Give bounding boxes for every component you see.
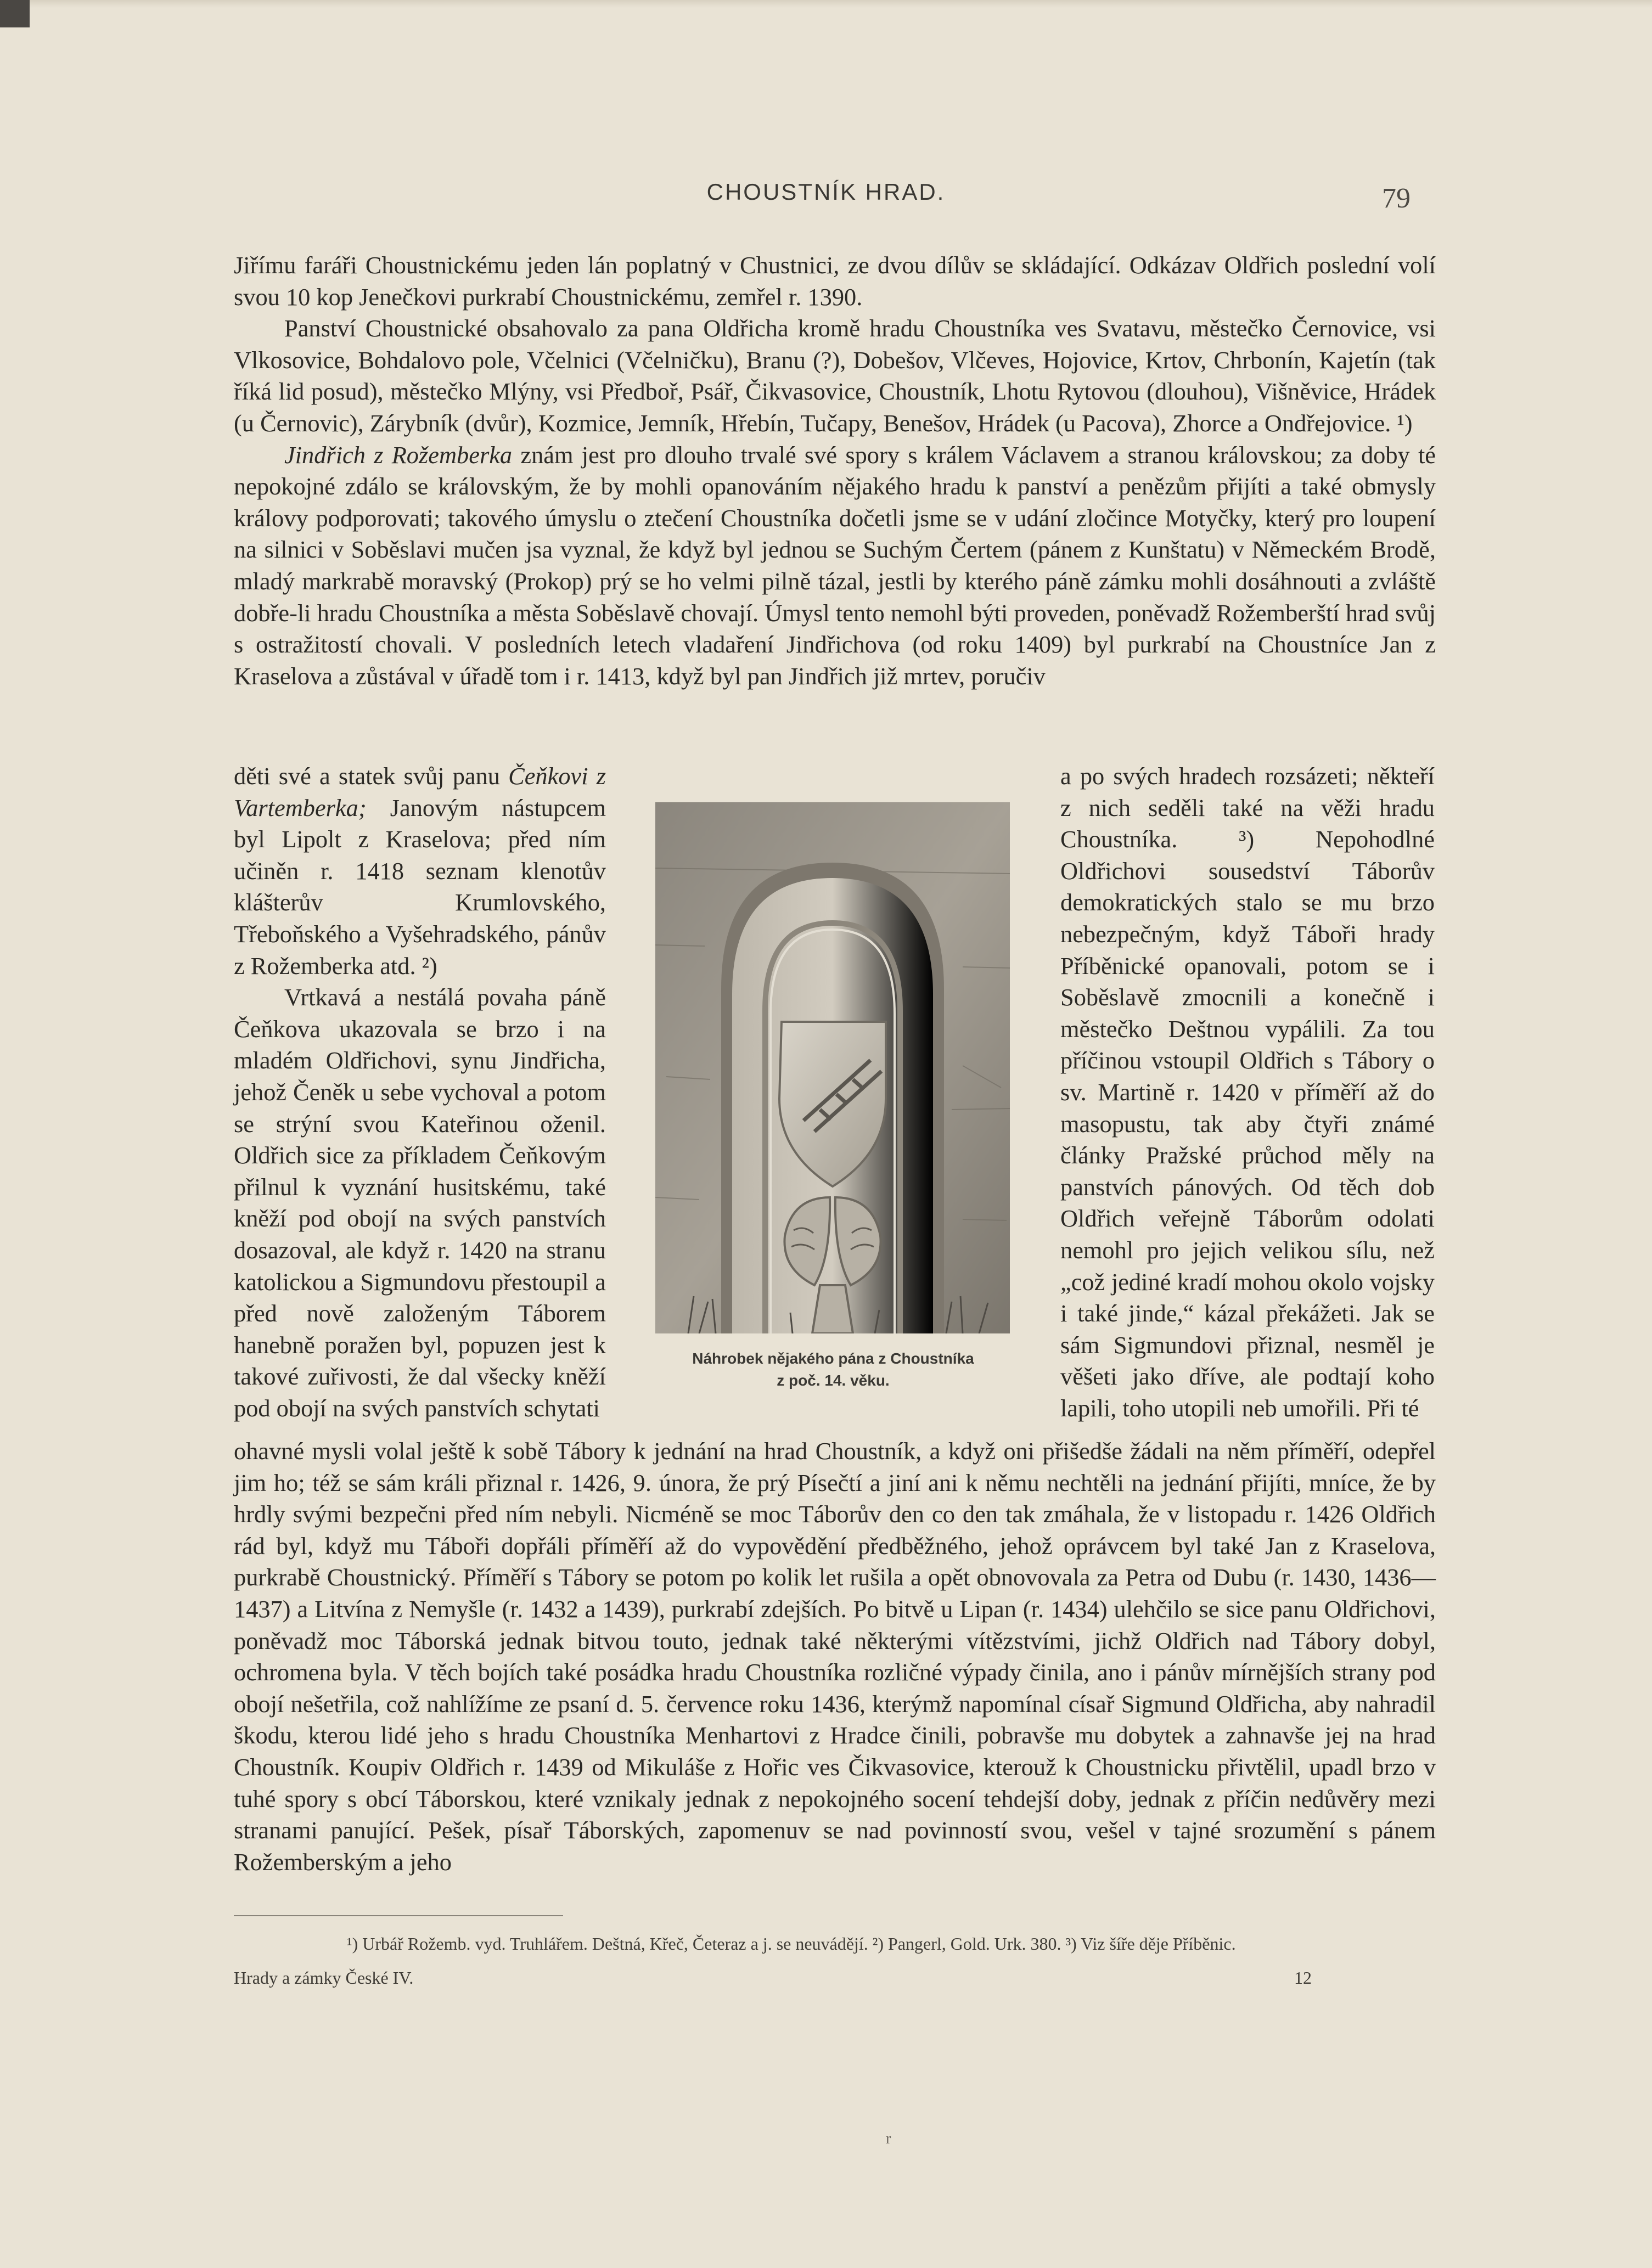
figure-caption xyxy=(631,1348,1035,1392)
footnotes: ¹) Urbář Rožemb. vyd. Truhlářem. Deštná, Křeč, Četeraz a j. se neuvádějí. ²) Pangerl, Gold. Urk. 380. ³) Viz šíře děje Příběnic. xyxy=(347,1934,1236,1954)
scan-corner-mark xyxy=(0,0,30,27)
paragraph-text: znám jest pro dlouho trvalé své spory s králem Václavem a stranou královskou; za doby té nepokojné zdálo se královským, že by mohli opanováním nějakého hradu k panství a penězům přijíti a také obmysly královy podporovati; takového úmyslu o ztečení Choustníka dočetli jsme se v udání zločince Motyčky, který pro loupení na silnici v Soběslavi mučen jsa vyznal, že když byl jednou se Suchým Čertem (pánem z Kunštatu) v Německém Brodě, mladý markrabě moravský (Prokop) prý se ho velmi pilně tázal, jestli by kterého páně zámku mohli dosáhnouti a zvláště dobře-li hradu Choustníka a města Soběslavě chovají. Úmysl tento nemohl býti proveden, poněvadž Rožemberští hrad svůj s ostražitostí chovali. V posledních letech vladaření Jindřichova (od roku 1409) byl purkrabí na Choustníce Jan z Kraselova a zůstával v úřadě tom i r. 1413, když byl pan Jindřich již mrtev, poručiv xyxy=(234,441,1436,690)
paragraph xyxy=(234,761,606,982)
person-name: Jindřich z Rožemberka xyxy=(284,441,513,469)
paragraph: Jiřímu faráři Choustnickému jeden lán poplatný v Chustnici, ze dvou dílův se skládající. Odkázav Oldřich poslední volí svou 10 kop Jenečkovi purkrabí Choustnickému, zemřel r. 1390. xyxy=(234,251,1436,311)
bottom-text-block xyxy=(234,1436,1436,1878)
footnote-rule xyxy=(234,1915,563,1916)
left-column xyxy=(234,761,606,1424)
text-run: děti své a statek svůj panu xyxy=(234,762,509,790)
page-edge xyxy=(0,0,1652,8)
paragraph: ohavné mysli volal ještě k sobě Tábory k jednání na hrad Choustník, a když oni přišedše žádali na něm příměří, odepřel jim ho; též se sám králi přiznal r. 1426, 9. února, že prý Písečtí a jiní ani k němu nechtěli na jednání přijíti, mníce, že by hrdly svými bezpečni před ním nebyli. Nicméně se moc Táborův den co den tak zmáhala, že v listopadu r. 1426 Oldřich rád byl, když mu Táboři dopřáli příměří až do vypovědění předběžného, jehož oprávcem byl také Jan z Kraselova, purkrabě Choustnický. Příměří s Tábory se potom po kolik let rušila a opět obnovovala za Petra od Dubu (r. 1430, 1436—1437) a Litvína z Nemyšle (r. 1432 a 1439), purkrabí zdejších. Po bitvě u Lipan (r. 1434) ulehčilo se sice panu Oldřichovi, poněvadž moc Táborská jednak bitvou touto, jednak také některými vítězstvími, jichž Oldřich nad Tábory dobyl, ochromena byla. V těch bojích také posádka hradu Choustníka rozličné výpady činila, ano i pánův mírnějších strany pod obojí nešetřila, což nahlížíme ze psaní d. 5. července roku 1436, kterýmž napomínal císař Sigmund Oldřicha, aby nahradil škodu, kterou lidé jeho s hradu Choustníka Menhartovi z Hradce činili, pobravše mu dobytek a zahnavše jej na hrad Choustník. Koupiv Oldřich r. 1439 od Mikuláše z Hořic ves Čikvasovice, kterouž k Choustnicku přivtělil, upadl brzo v tuhé spory s obcí Táborskou, které vznikaly jednak z nepokojného socení tehdejší doby, jednak z příčin nedůvěry mezi stranami panující. Pešek, písař Táborských, zapomenuv se nad povinností svou, vešel v tajné srozumění s pánem Rožemberským a jeho xyxy=(234,1437,1436,1876)
top-text-block xyxy=(234,250,1436,692)
right-column xyxy=(1060,761,1435,1424)
paragraph: Vrtkavá a nestálá povaha páně Čeňkova ukazovala se brzo i na mladém Oldřichovi, synu Jindřicha, jehož Čeněk u sebe vychoval a potom se strýní svou Kateřinou oženil. Oldřich sice za příkladem Čeňkovým přilnul k vyznání husitskému, také kněží pod obojí na svých panstvích dosazoval, ale když r. 1420 na stranu katolickou a Sigmundovu přestoupil a před nově založeným Táborem hanebně poražen byl, popuzen jest k takové zuřivosti, že dal všecky kněží pod obojí na svých panstvích schytati xyxy=(234,983,606,1422)
running-head: CHOUSTNÍK HRAD. xyxy=(706,179,946,205)
stray-mark: r xyxy=(886,2130,891,2147)
paragraph: Panství Choustnické obsahovalo za pana Oldřicha kromě hradu Choustníka ves Svatavu, městečko Černovice, vsi Vlkosovice, Bohdalovo pole, Včelnici (Včelničku), Branu (?), Dobešov, Vlčeves, Hojovice, Krtov, Chrbonín, Kajetín (tak říká lid posud), městečko Mlýny, vsi Předboř, Psář, Čikvasovice, Choustník, Lhotu Rytovou (dlouhou), Višněvice, Hrádek (u Černovic), Zárybník (dvůr), Kozmice, Jemník, Hřebín, Tučapy, Benešov, Hrádek (u Pacova), Zhorce a Ondřejovice. ¹) xyxy=(234,314,1436,437)
signature-line: Hrady a zámky České IV. xyxy=(234,1968,414,1988)
tombstone-photo xyxy=(655,802,1010,1333)
caption-line: Náhrobek nějakého pána z Choustníka xyxy=(692,1350,974,1367)
person-name: Čeňkovi z Vartemberka; xyxy=(234,762,606,821)
page-number: 79 xyxy=(1382,183,1411,214)
paragraph-jindrich xyxy=(234,440,1436,693)
text-run: Janovým nástupcem byl Lipolt z Kraselova; před ním učiněn r. 1418 seznam klenotův klášterův Krumlovského, Třeboňského a Vyšehradského, pánův z Rožemberka atd. ²) xyxy=(234,793,606,980)
paragraph: a po svých hradech rozsázeti; někteří z nich seděli také na věži hradu Choustníka. ³) Nepohodlné Oldřichovi sousedství Táborův demokratických stalo se mu brzo nebezpečným, když Táboři hrady Příběnické opanovali, potom se i Soběslavě zmocnili a konečně i městečko Deštnou vypálili. Za tou příčinou vstoupil Oldřich s Tábory o sv. Martině r. 1420 v příměří až do masopustu, tak aby čtyři známé články Pražské průchod měly na panstvích pánových. Od těch dob Oldřich veřejně Táborům odolati nemohl pro jejich velikou sílu, než „což jediné kradí mohou okolo vojsky i také jinde,“ kázal překážeti. Jak se sám Sigmundovi přiznal, nesměl je věšeti jako dříve, ale podtají koho lapili, toho utopili neb umořili. Při té xyxy=(1060,762,1435,1422)
signature-number: 12 xyxy=(1294,1968,1312,1988)
caption-line: z poč. 14. věku. xyxy=(777,1372,890,1389)
